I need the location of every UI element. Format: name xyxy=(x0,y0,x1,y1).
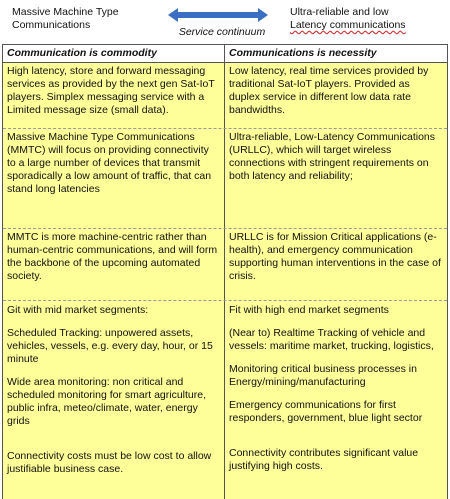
paragraph: Emergency communications for first responders, government, blue light sector xyxy=(229,399,423,424)
table-cell-right: URLLC is for Mission Critical applications (e-health), and emergency communication supporting human interventions in the case of crisis. xyxy=(229,231,441,282)
paragraph: (Near to) Realtime Tracking of vehicle and vessels: maritime market, trucking, logistics, xyxy=(229,327,434,352)
table-header-row xyxy=(3,45,447,63)
table-row xyxy=(3,63,447,129)
paragraph: Git with mid market segments: xyxy=(7,304,149,316)
mmtc-title-line2: Communications xyxy=(12,19,91,31)
column-header-necessity: Communications is necessity xyxy=(229,47,377,59)
paragraph: Scheduled Tracking: unpowered assets, vehicles, vessels, e.g. every day, hour, or 15 minute xyxy=(7,327,213,365)
paragraph: Fit with high end market segments xyxy=(229,304,389,316)
table-row xyxy=(3,129,447,229)
mmtc-title xyxy=(12,6,119,32)
paragraph: Monitoring critical business processes in Energy/mining/manufacturing xyxy=(229,363,417,388)
paragraph: Wide area monitoring: non critical and scheduled monitoring for smart agriculture, public infra, meteo/climate, water, energy grids xyxy=(7,376,207,427)
paragraph: Connectivity costs must be low cost to allow justifiable business case. xyxy=(7,450,212,475)
table-cell-left xyxy=(3,301,225,499)
table-cell-left: High latency, store and forward messaging services as provided by the next gen Sat-IoT players. Simplex messaging service with a Limited message size (small data). xyxy=(3,63,225,128)
urllc-title xyxy=(290,6,406,32)
urllc-title-line2: Latency communications xyxy=(290,19,406,31)
table-cell-right: Ultra-reliable, Low-Latency Communications (URLLC), which will target wireless connections with stringent requirements on both latency and reliability; xyxy=(229,131,436,182)
urllc-title-line1: Ultra-reliable and low xyxy=(290,6,389,18)
double-arrow-icon xyxy=(168,8,268,22)
mmtc-title-line1: Massive Machine Type xyxy=(12,6,119,18)
table-row xyxy=(3,229,447,301)
table-cell-left: MMTC is more machine-centric rather than human-centric communications, and will form the backbone of the upcoming automated society. xyxy=(3,229,225,300)
header xyxy=(0,0,450,44)
paragraph: Connectivity contributes significant value justifying high costs. xyxy=(229,447,419,472)
table-row xyxy=(3,301,447,499)
service-continuum-label: Service continuum xyxy=(178,26,266,38)
table-cell-right xyxy=(225,301,447,499)
comparison-table xyxy=(2,44,448,499)
table-cell-right: Low latency, real time services provided by traditional Sat-IoT players. Provided as duplex service in different low data rate bandwidths. xyxy=(229,65,429,116)
column-header-commodity: Communication is commodity xyxy=(3,45,225,62)
table-cell-left: Massive Machine Type Communications (MMTC) will focus on providing connectivity to a large number of devices that transmit sporadically a low amount of traffic, that can stand long latencies xyxy=(3,129,225,228)
